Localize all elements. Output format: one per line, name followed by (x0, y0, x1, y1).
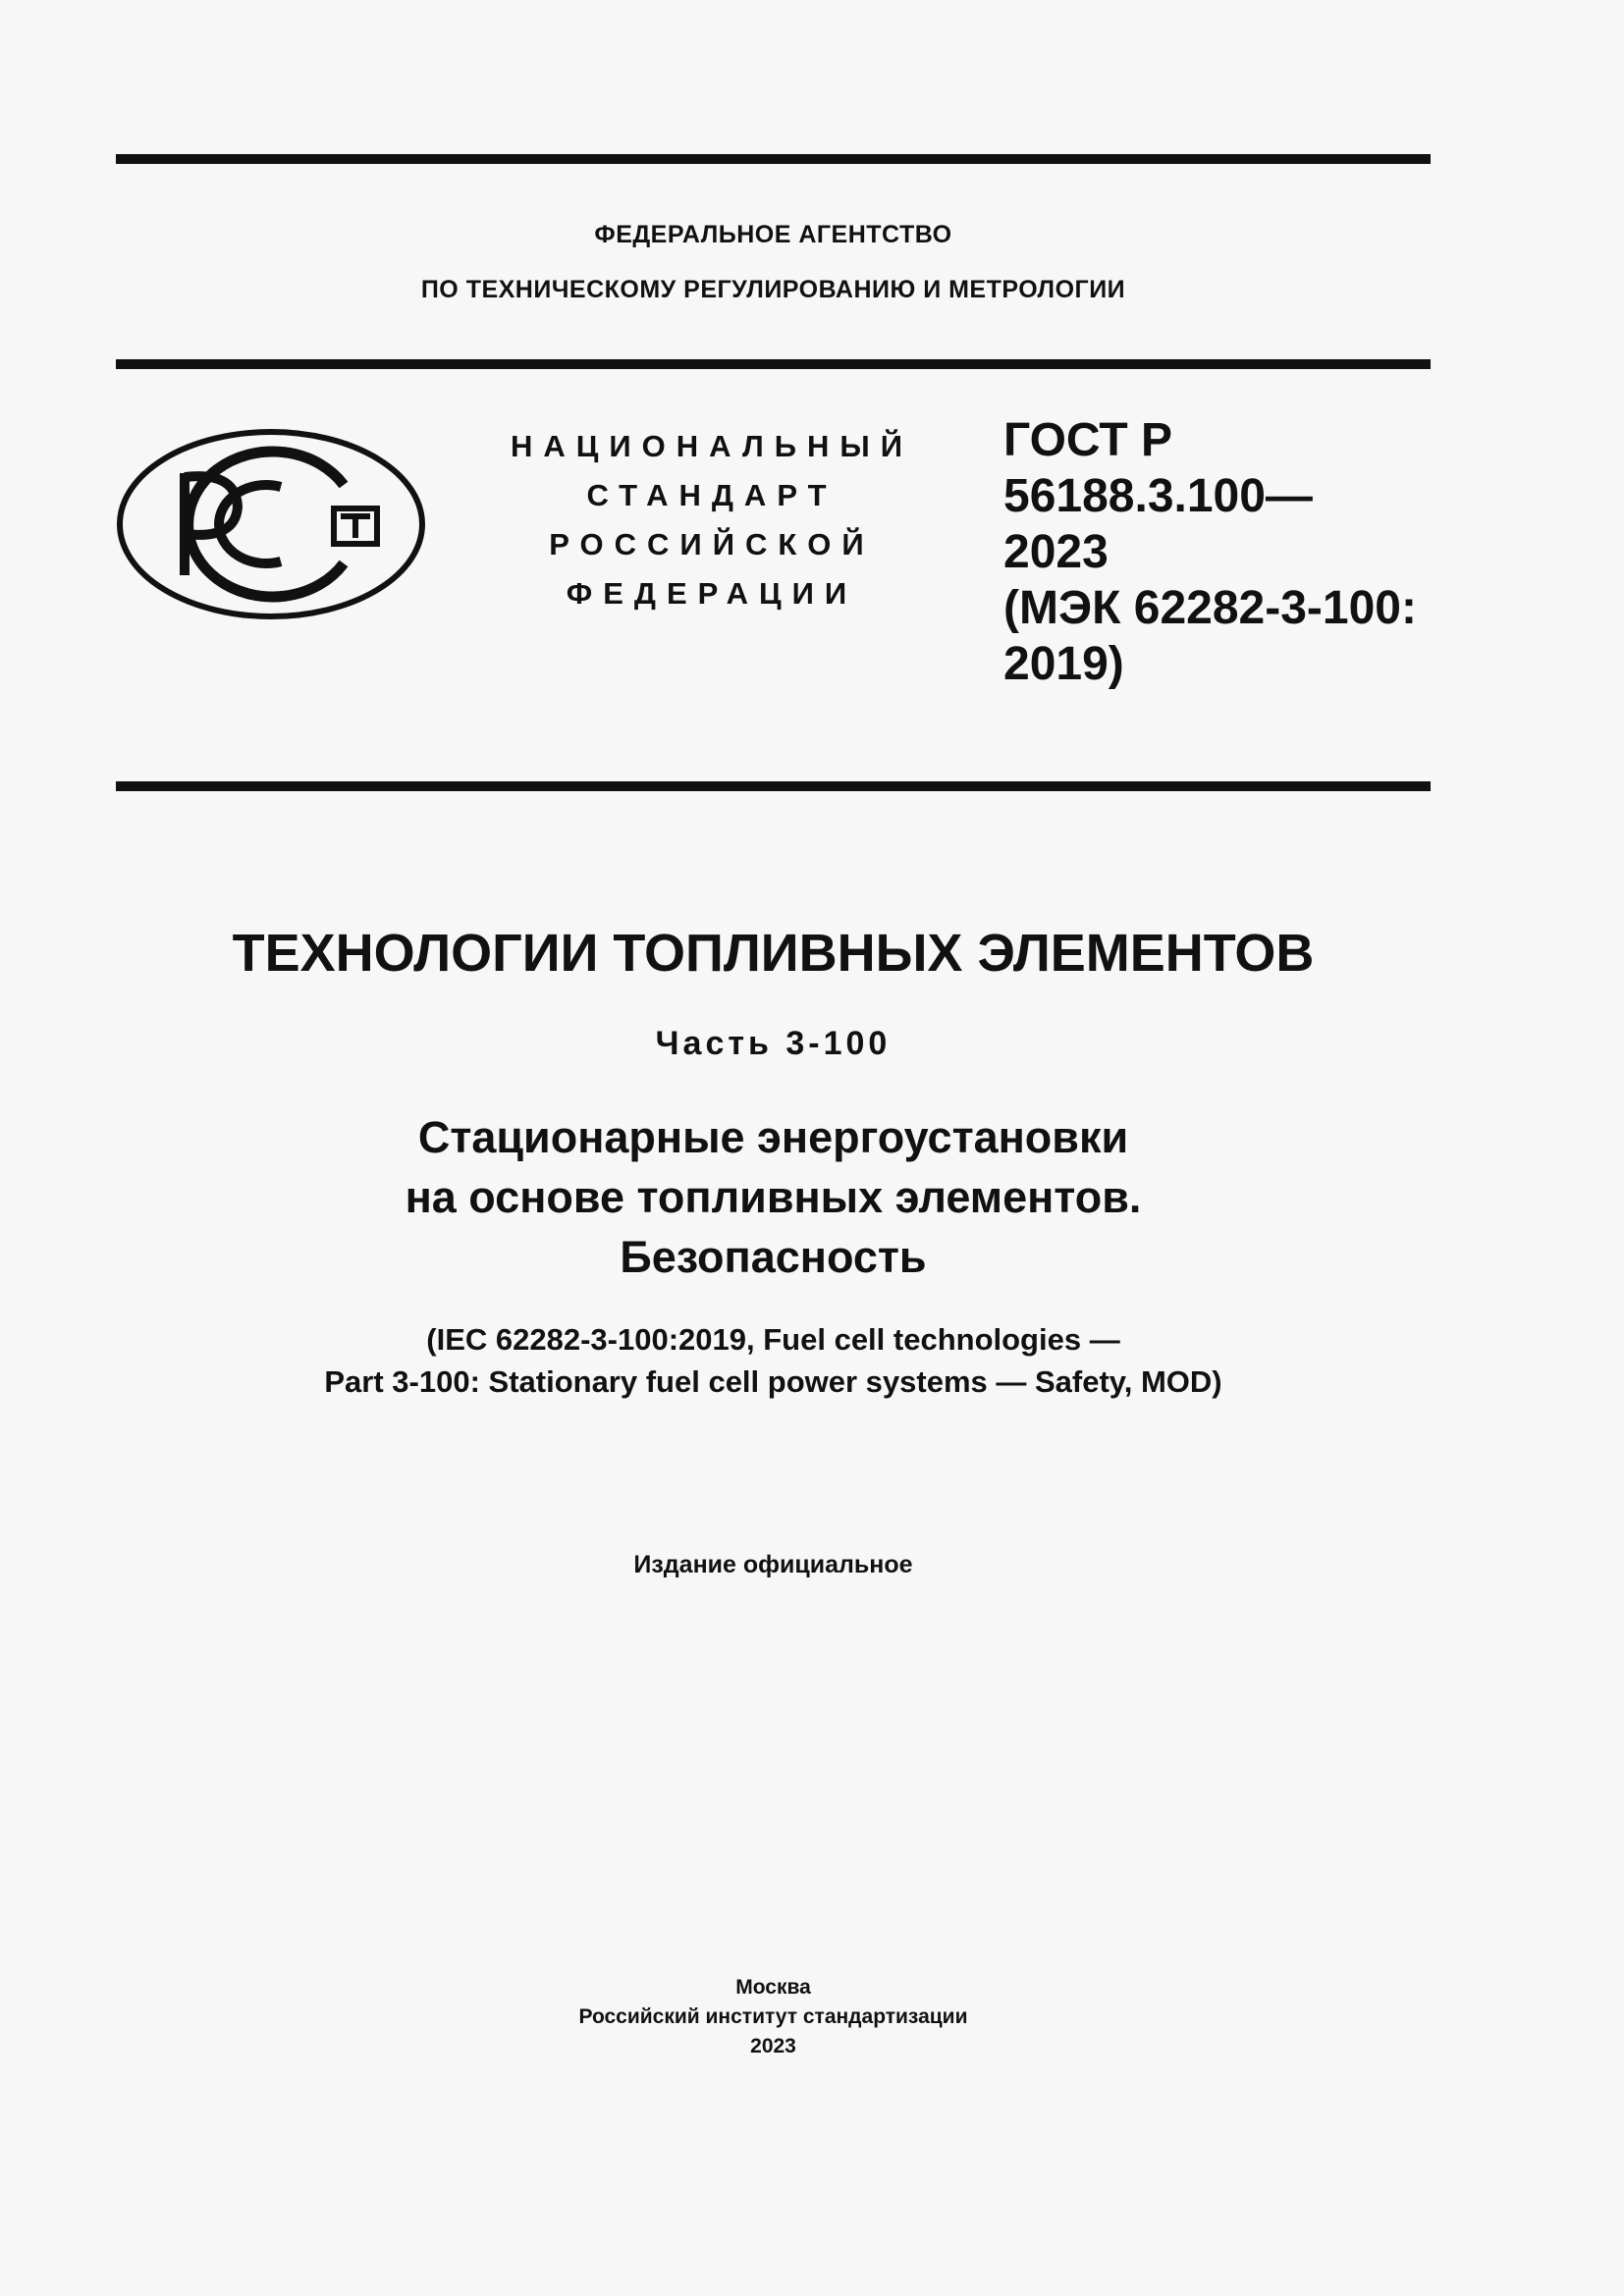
national-standard-line2: СТАНДАРТ (586, 478, 838, 512)
edition-label: Издание официальное (633, 1551, 913, 1578)
main-title: ТЕХНОЛОГИИ ТОПЛИВНЫХ ЭЛЕМЕНТОВ (232, 924, 1315, 983)
imprint-city: Москва (735, 1976, 811, 1999)
top-divider (116, 154, 1431, 164)
rst-certification-mark-icon (116, 428, 426, 620)
designation-line5: 2019) (1003, 638, 1124, 690)
designation-line4: (МЭК 62282-3-100: (1003, 582, 1417, 634)
subtitle (116, 1107, 1431, 1287)
agency-name-line1: ФЕДЕРАЛЬНОЕ АГЕНТСТВО (594, 221, 952, 248)
national-standard-line3: РОССИЙСКОЙ (549, 527, 875, 561)
national-standard-line1: НАЦИОНАЛЬНЫЙ (510, 429, 914, 463)
subtitle-line3: Безопасность (620, 1232, 927, 1282)
part-number: Часть 3-100 (655, 1025, 892, 1062)
header-divider (116, 359, 1431, 369)
standard-designation (1003, 412, 1435, 692)
designation-line2: 56188.3.100— (1003, 470, 1313, 522)
iec-reference-line1: (IEC 62282-3-100:2019, Fuel cell technologies — (426, 1322, 1120, 1357)
imprint-year: 2023 (750, 2035, 796, 2057)
title-divider (116, 781, 1431, 791)
agency-name-line2: ПО ТЕХНИЧЕСКОМУ РЕГУЛИРОВАНИЮ И МЕТРОЛОГИИ (420, 276, 1126, 303)
subtitle-line1: Стационарные энергоустановки (417, 1112, 1129, 1162)
designation-line3: 2023 (1003, 526, 1109, 578)
designation-line1: ГОСТ Р (1003, 414, 1173, 466)
subtitle-line2: на основе топливных элементов. (405, 1172, 1142, 1222)
iec-reference (116, 1318, 1431, 1403)
imprint-publisher: Российский институт стандартизации (578, 2005, 968, 2028)
national-standard-line4: ФЕДЕРАЦИИ (566, 576, 858, 611)
national-standard-label (496, 422, 928, 618)
imprint (116, 1973, 1431, 2061)
iec-reference-line2: Part 3-100: Stationary fuel cell power systems — Safety, MOD) (324, 1364, 1222, 1399)
